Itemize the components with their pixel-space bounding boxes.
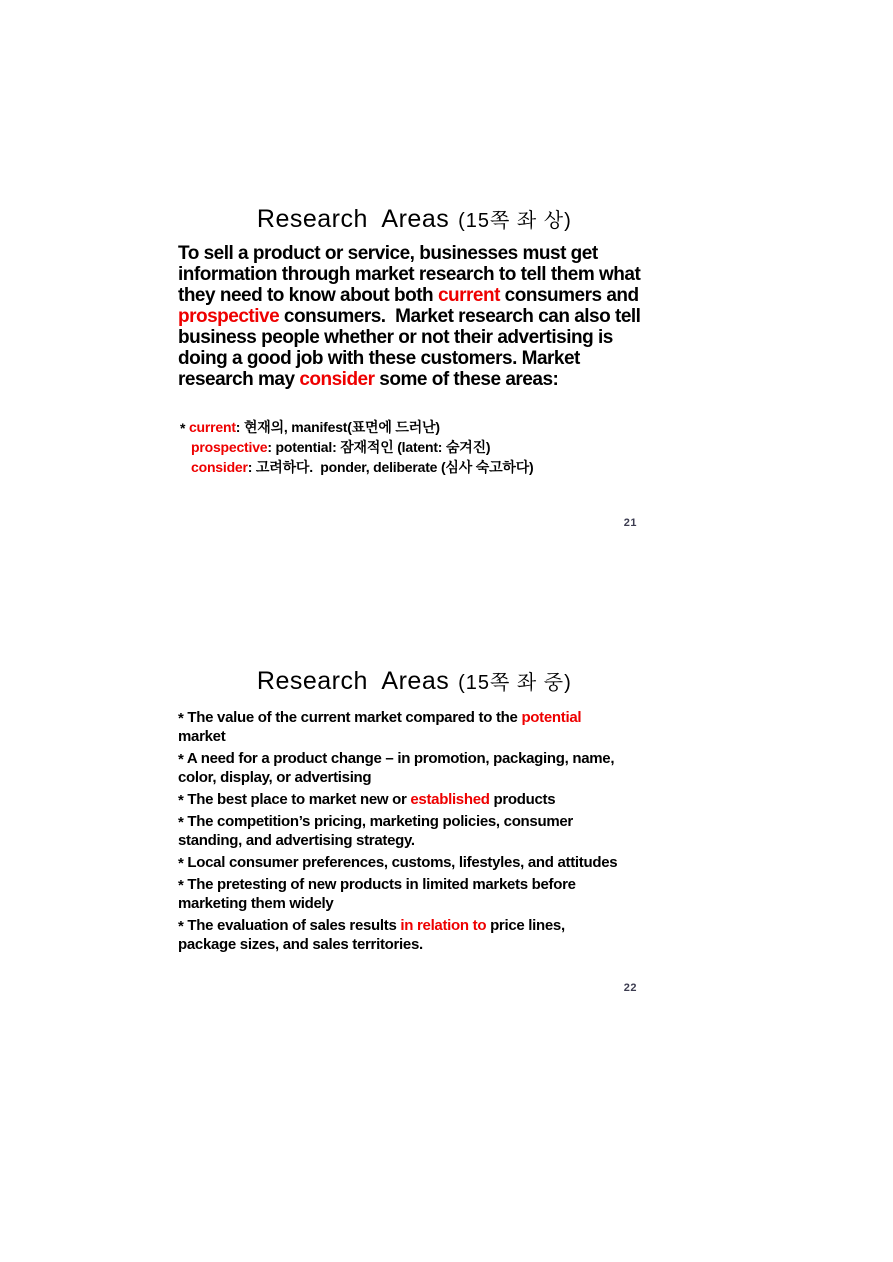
slide-2-title <box>131 648 671 714</box>
slide-1-title-text: Research Areas <box>256 205 450 233</box>
title-spacer <box>449 676 458 693</box>
slide-2-page-number: 22 <box>623 982 637 994</box>
bullet-item: * The value of the current market compared to the potential market <box>178 709 582 745</box>
vocab-line-consider: consider: 고려하다. ponder, deliberate (심사 숙고하다) <box>191 459 534 475</box>
vocab-line-prospective: prospective: potential: 잠재적인 (latent: 숨겨진) <box>191 439 491 455</box>
slide-2-bullet-list <box>178 708 663 957</box>
slide-2-title-text: Research Areas <box>256 667 450 695</box>
bullet-item: * The evaluation of sales results in relation to price lines, package sizes, and sales territories. <box>178 917 565 953</box>
bullet-item: * The pretesting of new products in limited markets before marketing them widely <box>178 876 576 912</box>
slide-1-paragraph: To sell a product or service, businesses must get information through market research to tell them what they need to know about both current consumers and prospective consumers. Market research can also tell business people whether or not their advertising is doing a good job with these customers. Market research may consider some of these areas: <box>178 243 641 390</box>
bullet-item: * The competition’s pricing, marketing policies, consumer standing, and advertising strategy. <box>178 813 573 849</box>
slide-1-vocab-notes <box>180 417 630 477</box>
slide-1-title-suffix: (15쪽 좌 상) <box>458 210 572 232</box>
slide-1-page-number: 21 <box>623 517 637 529</box>
slide-2-title-suffix: (15쪽 좌 중) <box>458 672 572 694</box>
vocab-line-current: * current: 현재의, manifest(표면에 드러난) <box>180 419 440 436</box>
bullet-item: * A need for a product change – in promotion, packaging, name, color, display, or advertising <box>178 750 615 786</box>
bullet-item: * Local consumer preferences, customs, lifestyles, and attitudes <box>178 854 618 872</box>
bullet-item: * The best place to market new or established products <box>178 791 556 809</box>
title-spacer <box>449 214 458 231</box>
